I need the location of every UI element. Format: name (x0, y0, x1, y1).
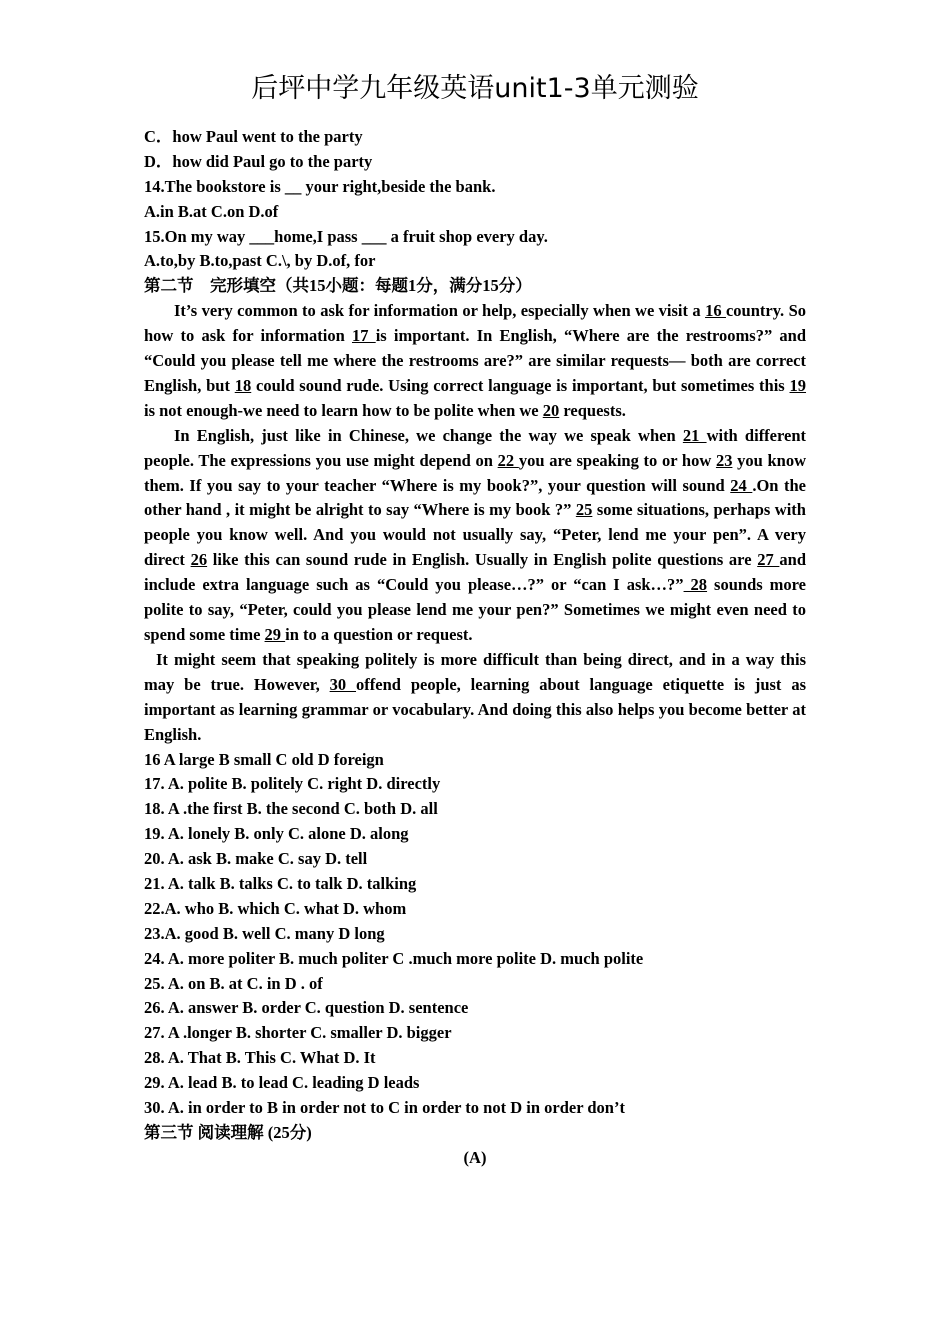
part-a-heading: (A) (463, 1147, 487, 1167)
options-17: 17. A. polite B. politely C. right D. directly (144, 774, 441, 794)
blank-16: 16 (705, 301, 726, 321)
options-27: 27. A .longer B. shorter C. smaller D. bigger (144, 1023, 452, 1043)
options-16: 16 A large B small C old D foreign (144, 749, 384, 769)
section-2-heading: 第二节 完形填空（共15小题：每题1分，满分15分） (144, 276, 532, 296)
option-line-c: C．how Paul went to the party (144, 127, 363, 146)
options-25: 25. A. on B. at C. in D . of (144, 973, 323, 993)
question-15: 15.On my way ___home,I pass ___ a fruit shop every day. (144, 226, 548, 246)
question-14-options: A.in B.at C.on D.of (144, 201, 279, 221)
cloze-paragraph-3: It might seem that speaking politely is more difficult than being direct, and in a way this may be true. However, 30 offend people, learning about language etiquette is just as important as learning grammar or vocabulary. And doing this also helps you become better at English. (144, 649, 806, 744)
blank-19: 19 (789, 375, 807, 395)
blank-24: 24 (730, 475, 753, 495)
blank-29: 29 (264, 625, 286, 645)
options-18: 18. A .the first B. the second C. both D. all (144, 799, 438, 819)
blank-20: 20 (542, 400, 560, 420)
blank-18: 18 (234, 375, 252, 395)
options-29: 29. A. lead B. to lead C. leading D leads (144, 1073, 420, 1093)
question-15-options: A.to,by B.to,past C.\, by D.of, for (144, 251, 376, 271)
page-title: 后坪中学九年级英语unit1-3单元测验 (251, 73, 699, 104)
blank-23: 23 (715, 450, 733, 470)
blank-28: 28 (683, 575, 708, 595)
blank-22: 22 (497, 450, 519, 470)
blank-30: 30 (329, 674, 357, 694)
option-line-d: D．how did Paul go to the party (144, 151, 373, 171)
options-19: 19. A. lonely B. only C. alone D. along (144, 824, 409, 844)
cloze-paragraph-2: In English, just like in Chinese, we change the way we speak when 21 with different people. The expressions you use might depend on 22 you are speaking to or how 23 you know them. If you say to your teacher “Where is my book?”, your question will sound 24 .On the other hand , it might be alright to say “Where is my book ?” 25 some situations, perhaps with people you know well. And you would not usually say, “Peter, lend me your pen”. A very direct 26 like this can sound rude in English. Usually in English polite questions are 27 and include extra language such as “Could you please…?” or “can I ask…?” 28 sounds more polite to say, “Peter, could you please lend me your pen?” Sometimes we might even need to spend some time 29 in to a question or request. (144, 425, 807, 645)
options-22: 22.A. who B. which C. what D. whom (144, 898, 407, 918)
section-3-heading: 第三节 阅读理解 (25分) (144, 1122, 312, 1142)
cloze-paragraph-1: It’s very common to ask for information or help, especially when we visit a 16 country. So how to ask for information 17 is important. In English, “Where are the restrooms?” and “Could you please tell me where the restrooms are?” are similar requests— both are correct English, but 18 could sound rude. Using correct language is important, but sometimes this 19 is not enough-we need to learn how to be polite when we 20 requests. (144, 301, 807, 420)
options-26: 26. A. answer B. order C. question D. sentence (144, 998, 469, 1018)
options-23: 23.A. good B. well C. many D long (144, 923, 385, 943)
blank-25: 25 (575, 500, 593, 520)
question-14: 14.The bookstore is __ your right,beside the bank. (144, 176, 496, 196)
blank-27: 27 (757, 550, 780, 570)
options-21: 21. A. talk B. talks C. to talk D. talking (144, 874, 417, 893)
options-28: 28. A. That B. This C. What D. It (144, 1048, 376, 1068)
blank-26: 26 (190, 550, 208, 570)
options-20: 20. A. ask B. make C. say D. tell (144, 849, 368, 869)
blank-21: 21 (682, 425, 707, 445)
test-content (144, 125, 806, 1171)
options-24: 24. A. more politer B. much politer C .much more polite D. much polite (144, 948, 644, 968)
blank-17: 17 (351, 326, 376, 346)
options-30: 30. A. in order to B in order not to C in order to not D in order don’t (144, 1098, 625, 1118)
